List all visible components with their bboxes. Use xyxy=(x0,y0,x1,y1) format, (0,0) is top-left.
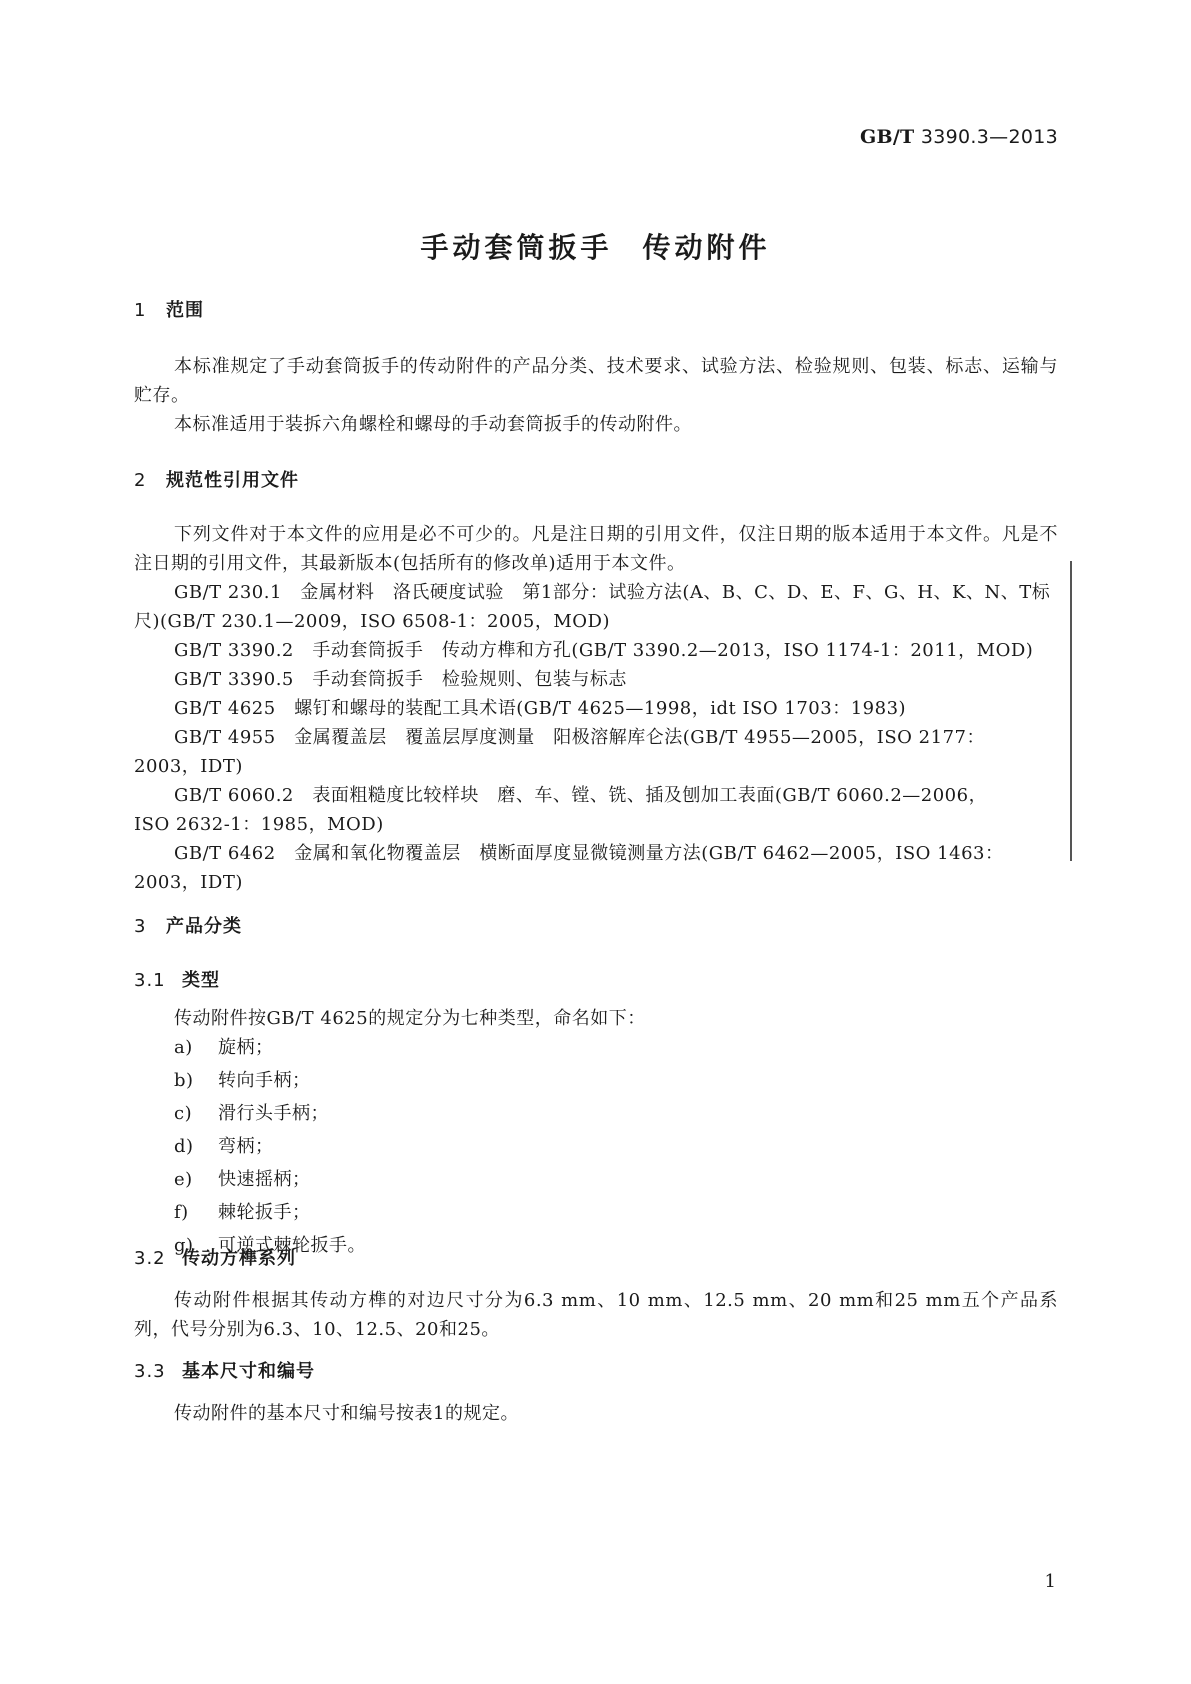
section-2-heading xyxy=(134,466,299,492)
section-number: 3.1 xyxy=(134,970,166,991)
section-title: 产品分类 xyxy=(166,916,242,937)
section-3-1-heading xyxy=(134,966,220,992)
list-marker: b) xyxy=(174,1070,194,1091)
section-title: 规范性引用文件 xyxy=(166,470,299,491)
reference-line: 2003，IDT) xyxy=(134,756,243,777)
standard-number xyxy=(860,126,1058,148)
list-text: 滑行头手柄； xyxy=(218,1103,329,1124)
section-3-1-intro xyxy=(134,1004,1058,1033)
list-text: 棘轮扳手； xyxy=(218,1202,311,1223)
list-marker: d) xyxy=(174,1136,194,1157)
reference-line: GB/T 6462 金属和氧化物覆盖层 横断面厚度显微镜测量方法(GB/T 6462—2005，ISO 1463： xyxy=(174,843,1004,864)
list-marker: f) xyxy=(174,1202,189,1223)
list-item xyxy=(174,1163,366,1196)
section-3-heading xyxy=(134,912,242,938)
section-number: 2 xyxy=(134,470,147,491)
reference-line: GB/T 6060.2 表面粗糙度比较样块 磨、车、镗、铣、插及刨加工表面(GB/T 6060.2—2006， xyxy=(174,785,988,806)
reference-line: GB/T 4955 金属覆盖层 覆盖层厚度测量 阳极溶解库仑法(GB/T 4955—2005，ISO 2177： xyxy=(174,727,985,748)
reference-line: 2003，IDT) xyxy=(134,872,243,893)
paragraph: 本标准规定了手动套筒扳手的传动附件的产品分类、技术要求、试验方法、检验规则、包装、标志、运输与贮存。 xyxy=(134,356,1058,406)
document-title xyxy=(0,226,1191,266)
reference-line: GB/T 3390.2 手动套筒扳手 传动方榫和方孔(GB/T 3390.2—2013，ISO 1174-1：2011，MOD) xyxy=(174,640,1034,661)
section-1-body xyxy=(134,352,1058,439)
section-2-body xyxy=(134,520,1058,897)
paragraph: 传动附件的基本尺寸和编号按表1的规定。 xyxy=(174,1403,519,1424)
list-item xyxy=(174,1130,366,1163)
list-marker: g) xyxy=(174,1235,194,1256)
paragraph: 下列文件对于本文件的应用是必不可少的。凡是注日期的引用文件，仅注日期的版本适用于本文件。凡是不注日期的引用文件，其最新版本(包括所有的修改单)适用于本文件。 xyxy=(134,524,1058,574)
paragraph: 本标准适用于装拆六角螺栓和螺母的手动套筒扳手的传动附件。 xyxy=(174,414,692,435)
section-3-3-body xyxy=(134,1399,1058,1428)
type-list xyxy=(174,1031,366,1262)
section-number: 3.3 xyxy=(134,1361,166,1382)
section-number: 3.2 xyxy=(134,1248,166,1269)
standard-code: 3390.3—2013 xyxy=(920,126,1058,148)
list-marker: a) xyxy=(174,1037,193,1058)
section-title: 传动方榫系列 xyxy=(182,1248,296,1269)
page-number: 1 xyxy=(1044,1571,1056,1592)
revision-bar xyxy=(1070,561,1072,861)
list-text: 弯柄； xyxy=(218,1136,274,1157)
reference-line: GB/T 4625 螺钉和螺母的装配工具术语(GB/T 4625—1998，idt ISO 1703：1983) xyxy=(174,698,907,719)
title-part2: 传动附件 xyxy=(642,231,771,264)
list-item xyxy=(174,1031,366,1064)
list-item xyxy=(174,1196,366,1229)
list-text: 转向手柄； xyxy=(218,1070,311,1091)
list-text: 可逆式棘轮扳手。 xyxy=(218,1235,366,1256)
reference-line: ISO 2632-1：1985，MOD) xyxy=(134,814,384,835)
section-title: 基本尺寸和编号 xyxy=(182,1361,315,1382)
section-3-3-heading xyxy=(134,1357,315,1383)
paragraph: 传动附件按GB/T 4625的规定分为七种类型，命名如下： xyxy=(174,1008,646,1029)
reference-line: GB/T 3390.5 手动套筒扳手 检验规则、包装与标志 xyxy=(174,669,627,690)
list-marker: c) xyxy=(174,1103,193,1124)
list-item xyxy=(174,1064,366,1097)
section-title: 范围 xyxy=(166,300,204,321)
section-number: 1 xyxy=(134,300,147,321)
section-title: 类型 xyxy=(182,970,220,991)
standard-prefix: GB/T xyxy=(859,126,915,148)
reference-line: GB/T 230.1 金属材料 洛氏硬度试验 第1部分：试验方法(A、B、C、D、E、F、G、H、K、N、T标 xyxy=(174,582,1051,603)
list-text: 旋柄； xyxy=(218,1037,274,1058)
section-number: 3 xyxy=(134,916,147,937)
section-3-2-heading xyxy=(134,1244,296,1270)
section-3-2-body xyxy=(134,1286,1058,1344)
list-text: 快速摇柄； xyxy=(218,1169,311,1190)
reference-line: 尺)(GB/T 230.1—2009，ISO 6508-1：2005，MOD) xyxy=(134,611,610,632)
section-1-heading xyxy=(134,296,204,322)
list-marker: e) xyxy=(174,1169,193,1190)
list-item xyxy=(174,1097,366,1130)
paragraph: 传动附件根据其传动方榫的对边尺寸分为6.3 mm、10 mm、12.5 mm、20 mm和25 mm五个产品系列，代号分别为6.3、10、12.5、20和25。 xyxy=(134,1290,1058,1340)
title-part1: 手动套筒扳手 xyxy=(420,231,613,264)
